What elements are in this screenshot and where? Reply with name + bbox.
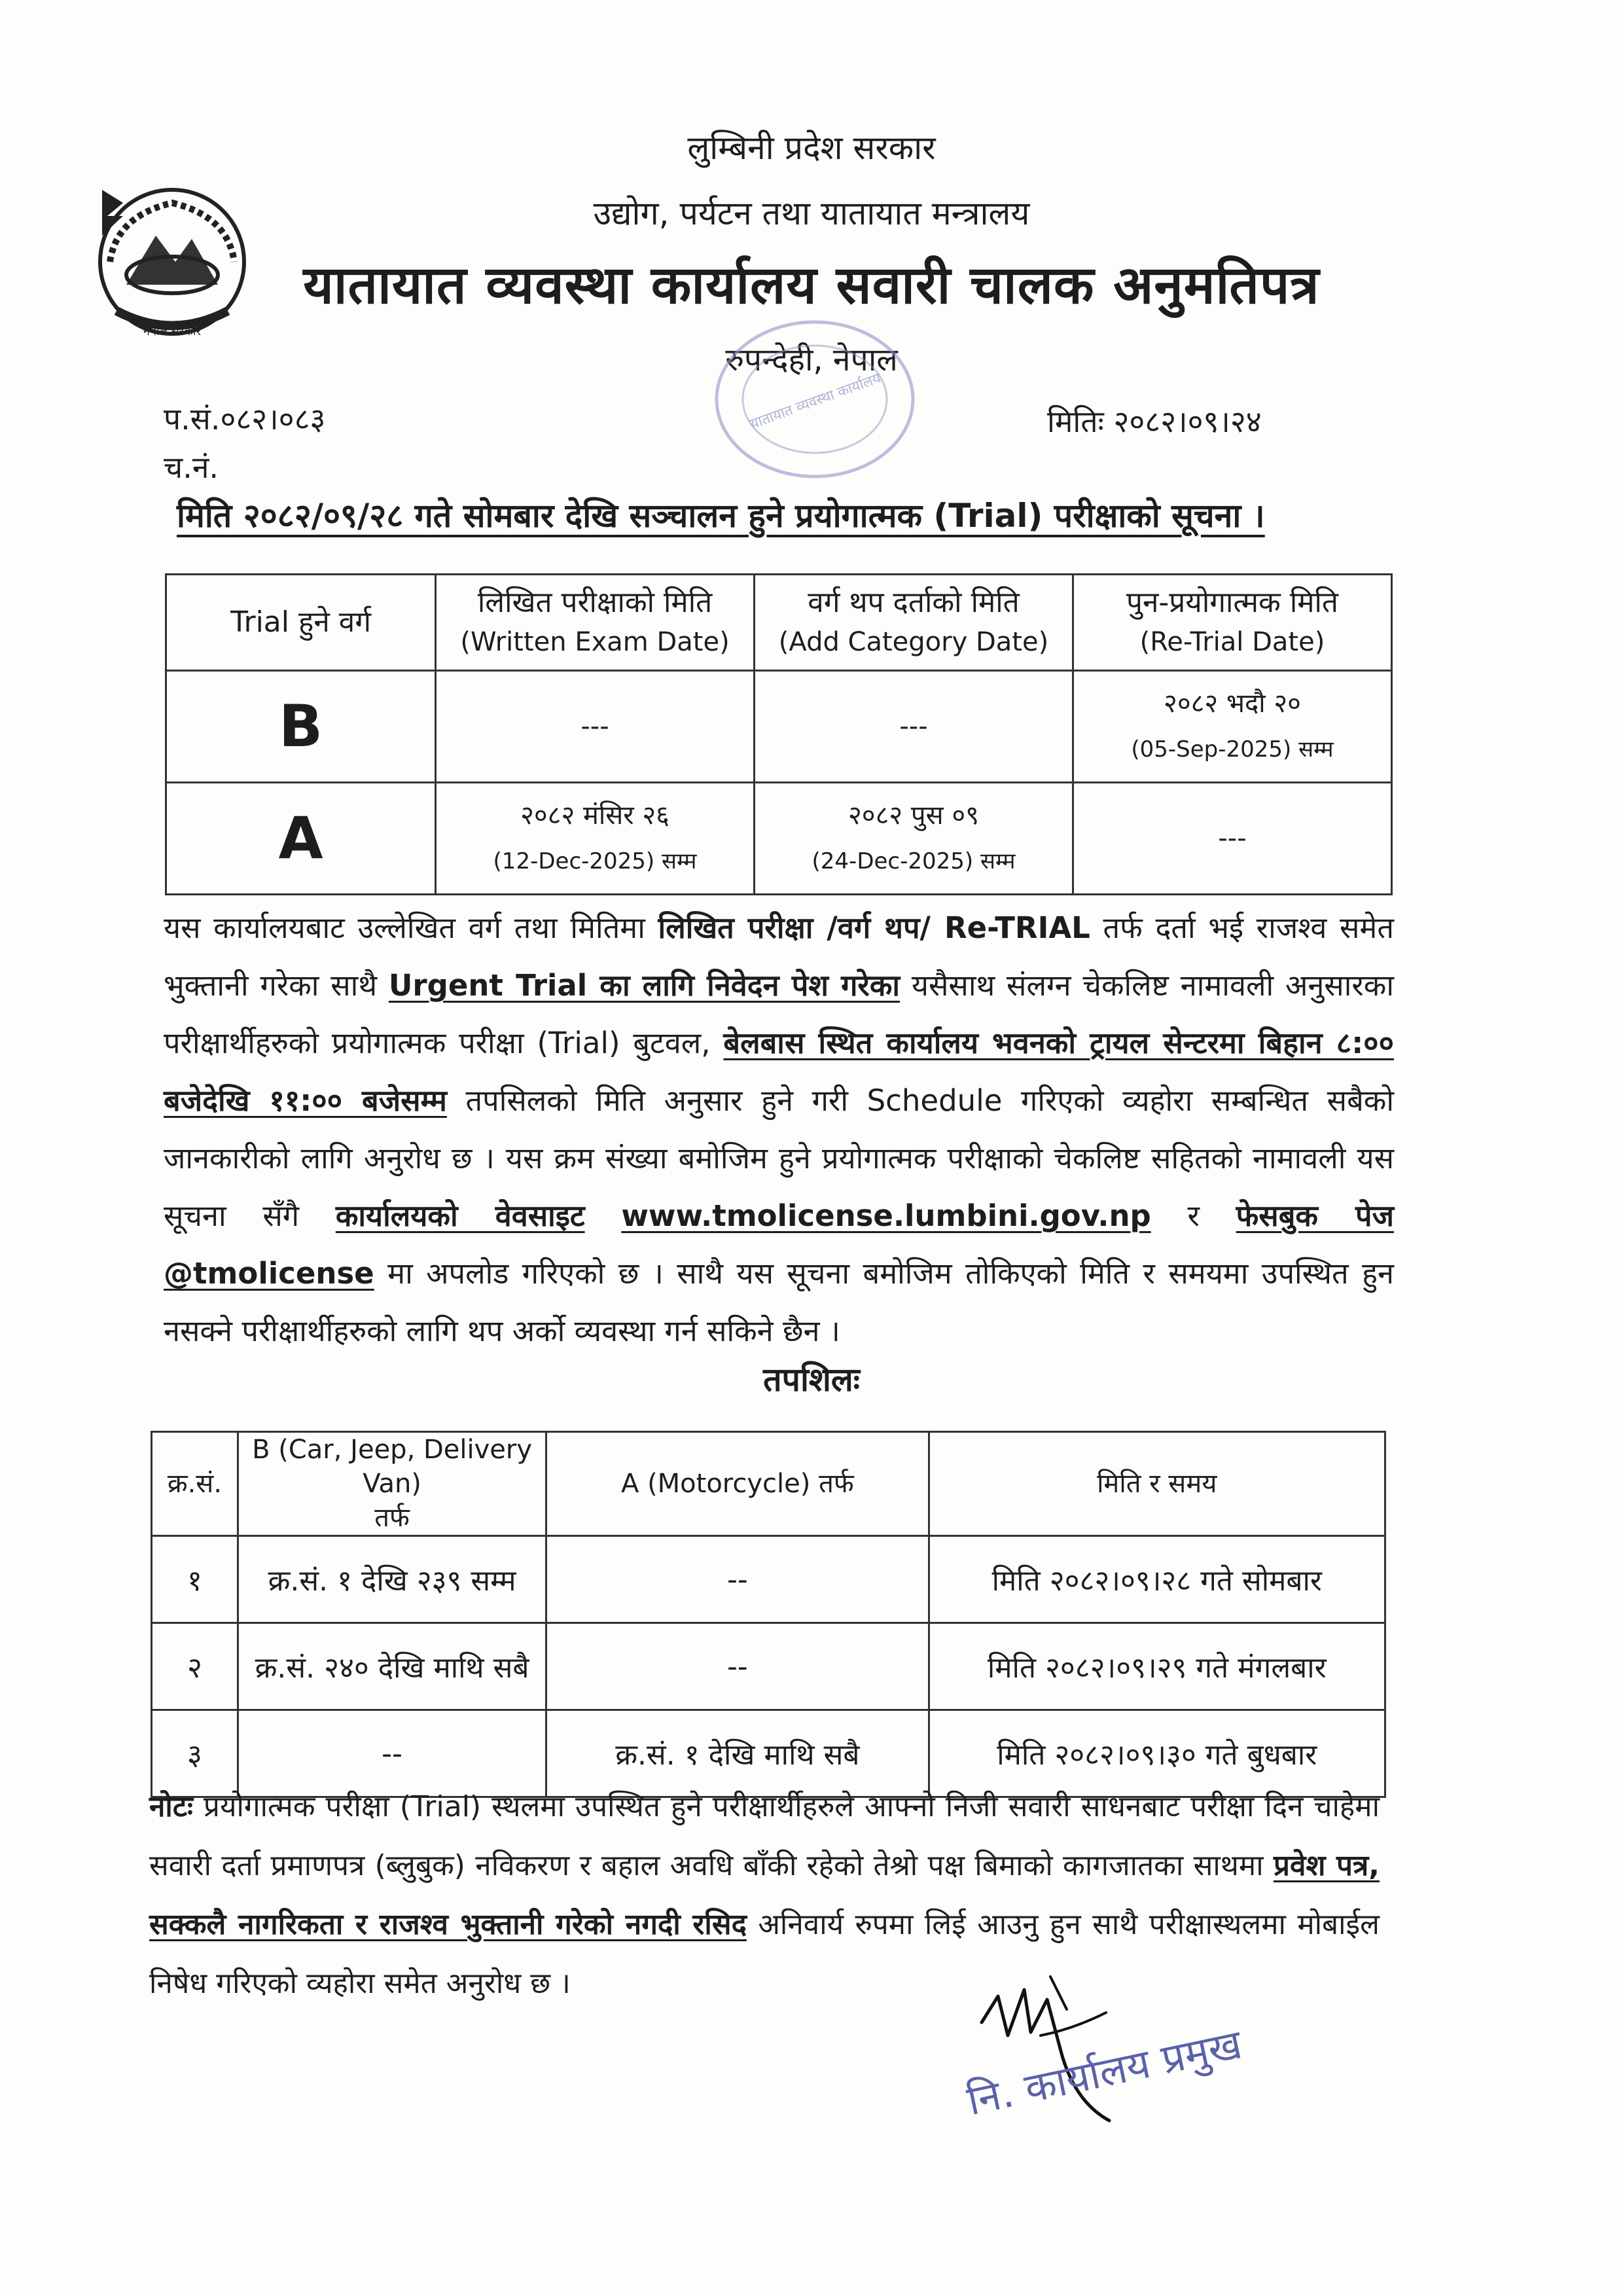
table-row (152, 1536, 1385, 1623)
retrial-date-cell: २०८२ भदौ २० (05-Sep-2025) सम्म (1073, 671, 1391, 783)
category-b-cell: क्र.सं. १ देखि २३९ सम्म (238, 1536, 546, 1623)
serial-cell: ३ (152, 1710, 238, 1797)
province-government-line: लुम्बिनी प्रदेश सरकार (687, 129, 936, 167)
header-trial-category: Trial हुने वर्ग (166, 575, 436, 671)
header-category-b: B (Car, Jeep, Delivery Van) तर्फ (238, 1432, 546, 1536)
header-retrial-date: पुन-प्रयोगात्मक मिति (Re-Trial Date) (1073, 575, 1391, 671)
date-cell: मिति २०८२।०९।३० गते बुधबार (929, 1710, 1385, 1797)
written-date-cell: --- (436, 671, 755, 783)
office-title: यातायात व्यवस्था कार्यालय सवारी चालक अनुमतिपत्र (303, 255, 1320, 315)
category-cell: A (166, 783, 436, 895)
trial-date-table (165, 573, 1393, 895)
category-cell: B (166, 671, 436, 783)
table-header-row (166, 575, 1392, 671)
schedule-table (151, 1431, 1386, 1798)
table-row (166, 671, 1392, 783)
notice-body: यस कार्यालयबाट उल्लेखित वर्ग तथा मितिमा लिखित परीक्षा /वर्ग थप/ Re-TRIAL तर्फ दर्ता भई राजश्व समेत भुक्तानी गरेका साथै Urgent Trial का लागि निवेदन पेश गरेका यसैसाथ संलग्न चेकलिष्ट नामावली अनुसारका परीक्षार्थीहरुको प्रयोगात्मक परीक्षा (Trial) बुटवल, बेलबास स्थित कार्यालय भवनको ट्रायल सेन्टरमा बिहान ८:०० बजेदेखि ११:०० बजेसम्म तपसिलको मिति अनुसार हुने गरी Schedule गरिएको व्यहोरा सम्बन्धित सबैको जानकारीको लागि अनुरोध छ । यस क्रम संख्या बमोजिम हुने प्रयोगात्मक परीक्षाको चेकलिष्ट सहितको नामावली यस सूचना सँगै कार्यालयको वेवसाइट www.tmolicense.lumbini.gov.np र फेसबुक पेज @tmolicense मा अपलोड गरिएको छ । साथै यस सूचना बमोजिम तोकिएको मिति र समयमा उपस्थित हुन नसक्ने परीक्षार्थीहरुको लागि थप अर्को व्यवस्था गर्न सकिने छैन । (164, 910, 1395, 1348)
highlight-trial-venue-time: बेलबास स्थित कार्यालय भवनको ट्रायल सेन्टरमा बिहान ८:०० बजेदेखि ११:०० बजेसम्म (164, 1026, 1394, 1118)
category-a-cell: क्र.सं. १ देखि माथि सबै (546, 1710, 929, 1797)
website-link[interactable]: www.tmolicense.lumbini.gov.np (621, 1198, 1151, 1233)
category-b-cell: क्र.सं. २४० देखि माथि सबै (238, 1623, 546, 1710)
written-date-cell: २०८२ मंसिर २६ (12-Dec-2025) सम्म (436, 783, 755, 895)
facebook-page-link[interactable]: फेसबुक पेज @tmolicense (164, 1198, 1394, 1291)
add-date-cell: --- (755, 671, 1073, 783)
dispatch-number: च.नं. (164, 450, 219, 485)
notice-date: मितिः २०८२।०९।२४ (1047, 404, 1262, 439)
category-b-cell: -- (238, 1710, 546, 1797)
note-paragraph: नोटः प्रयोगात्मक परीक्षा (Trial) स्थलमा उपस्थित हुने परीक्षार्थीहरुले आफ्नो निजी सवारी साधनबाट परीक्षा दिन चाहेमा सवारी दर्ता प्रमाणपत्र (ब्लुबुक) नविकरण र बहाल अवधि बाँकी रहेको तेश्रो पक्ष बिमाको कागजातका साथमा प्रवेश पत्र, सक्कलै नागरिकता र राजश्व भुक्तानी गरेको नगदी रसिद अनिवार्य रुपमा लिई आउनु हुन साथै परीक्षास्थलमा मोबाईल निषेध गरिएको व्यहोरा समेत अनुरोध छ । (149, 1790, 1380, 2000)
svg-text:यातायात व्यवस्था कार्यालय: यातायात व्यवस्था कार्यालय (747, 370, 883, 433)
serial-cell: १ (152, 1536, 238, 1623)
add-date-cell: २०८२ पुस ०९ (24-Dec-2025) सम्म (755, 783, 1073, 895)
highlight-written-exam: लिखित परीक्षा /वर्ग थप/ Re-TRIAL (658, 910, 1090, 945)
header-written-exam-date: लिखित परीक्षाको मिति (Written Exam Date) (436, 575, 755, 671)
date-cell: मिति २०८२।०९।२८ गते सोमबार (929, 1536, 1385, 1623)
ministry-line: उद्योग, पर्यटन तथा यातायात मन्त्रालय (593, 194, 1030, 232)
office-location: रुपन्देही, नेपाल (725, 342, 898, 378)
svg-text:नेपाल सरकार: नेपाल सरकार (143, 325, 202, 338)
table-header-row (152, 1432, 1385, 1536)
header-date-time: मिति र समय (929, 1432, 1385, 1536)
retrial-date-cell: --- (1073, 783, 1391, 895)
header-serial: क्र.सं. (152, 1432, 238, 1536)
table-row (166, 783, 1392, 895)
table-row (152, 1623, 1385, 1710)
serial-cell: २ (152, 1623, 238, 1710)
notice-subject: मिति २०८२/०९/२८ गते सोमबार देखि सञ्चालन हुने प्रयोगात्मक (Trial) परीक्षाको सूचना । (177, 497, 1265, 535)
website-label: कार्यालयको वेवसाइट (335, 1198, 585, 1233)
reference-number: प.सं.०८२।०८३ (164, 401, 326, 437)
signatory-title: नि. कार्यालय प्रमुख (963, 2020, 1246, 2125)
schedule-title: तपशिलः (763, 1361, 860, 1399)
office-stamp (707, 308, 923, 491)
date-cell: मिति २०८२।०९।२९ गते मंगलबार (929, 1623, 1385, 1710)
required-documents: प्रवेश पत्र, सक्कलै नागरिकता र राजश्व भुक्तानी गरेको नगदी रसिद (149, 1849, 1380, 1941)
highlight-urgent-trial: Urgent Trial का लागि निवेदन पेश गरेका (388, 968, 901, 1003)
note-label: नोटः (149, 1790, 193, 1823)
category-a-cell: -- (546, 1623, 929, 1710)
header-category-a: A (Motorcycle) तर्फ (546, 1432, 929, 1536)
header-add-category-date: वर्ग थप दर्ताको मिति (Add Category Date) (755, 575, 1073, 671)
category-a-cell: -- (546, 1536, 929, 1623)
